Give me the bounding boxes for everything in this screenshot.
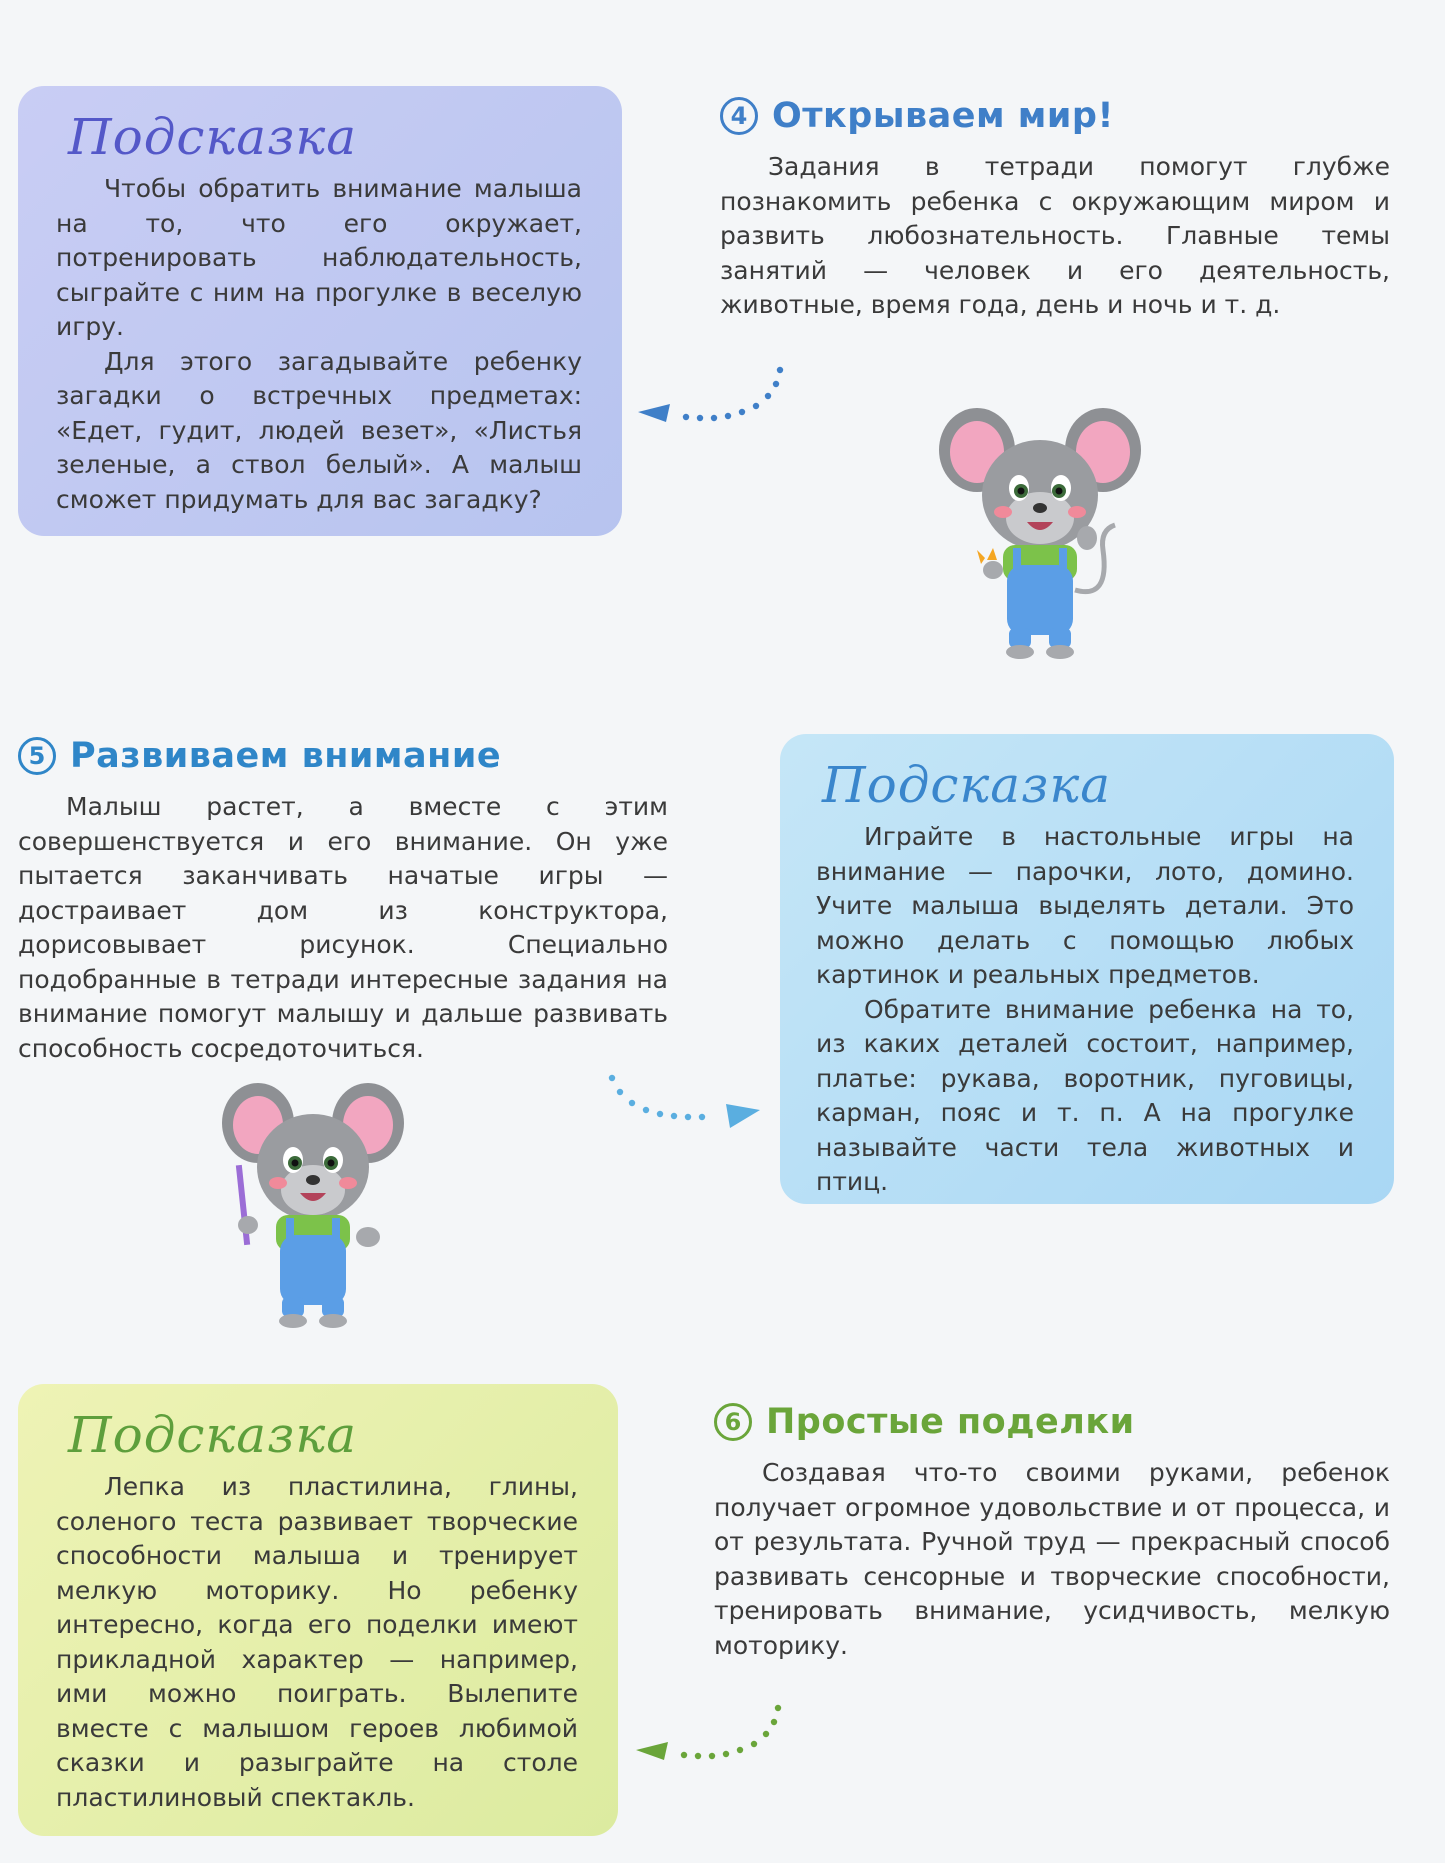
section-5 [18, 736, 668, 1066]
section-body [720, 150, 1390, 323]
section-paragraph: Малыш растет, а вместе с этим совершенствуется и его внимание. Он уже пытается заканчивать начатые игры — достраивает дом из конструктора, дорисовывает рисунок. Специально подобранные в тетради интересные задания на внимание помогут малышу и дальше развивать способность сосредоточиться. [18, 792, 668, 1063]
section-number-badge: 5 [18, 737, 56, 775]
mouse-with-butterfly-icon [935, 400, 1145, 665]
hint-box-2 [780, 734, 1394, 1204]
section-heading [720, 96, 1390, 136]
mouse-with-pencil-icon [218, 1075, 408, 1335]
section-heading [714, 1402, 1390, 1442]
hint-title: Подсказка [68, 1406, 358, 1464]
hint-title: Подсказка [822, 756, 1112, 814]
section-title: Открываем мир! [772, 96, 1114, 136]
hint-paragraph: Для этого загадывайте ребенку загадки о встречных предметах: «Едет, гудит, людей везет», «Листья зеленые, а ствол белый». А малыш сможет придумать для вас загадку? [56, 346, 582, 514]
hint-paragraph: Чтобы обратить внимание малыша на то, что его окружает, потренировать наблюдательность, сыграйте с ним на прогулке в веселую игру. [56, 174, 582, 341]
hint-title: Подсказка [68, 108, 358, 166]
hint-paragraph: Играйте в настольные игры на внимание — парочки, лото, домино. Учите малыша выделять детали. Это можно делать с помощью любых картинок и реальных предметов. [816, 822, 1354, 989]
section-title: Простые поделки [766, 1402, 1135, 1442]
hint-paragraph: Лепка из пластилина, глины, соленого теста развивает творческие способности малыша и тренирует мелкую моторику. Но ребенку интересно, когда его поделки имеют прикладной характер — например, ими можно поиграть. Вылепите вместе с малышом героев любимой сказки и разыграйте на столе пластилиновый спектакль. [56, 1472, 578, 1812]
hint-text [56, 1470, 578, 1815]
hint-text [816, 820, 1354, 1200]
dotted-arrow-icon [600, 1068, 770, 1138]
hint-paragraph: Обратите внимание ребенка на то, из каких деталей состоит, например, платье: рукава, воротник, пуговицы, карман, пояс и т. п. А на прогулке называйте части тела животных и птиц. [816, 994, 1354, 1196]
section-paragraph: Задания в тетради помогут глубже познакомить ребенка с окружающим миром и развить любознательность. Главные темы занятий — человек и его деятельность, животные, время года, день и ночь и т. д. [720, 152, 1390, 319]
section-title: Развиваем внимание [70, 736, 502, 776]
section-body [18, 790, 668, 1066]
dotted-arrow-icon [630, 362, 790, 442]
section-body [714, 1456, 1390, 1663]
section-paragraph: Создавая что-то своими руками, ребенок получает огромное удовольствие и от процесса, и от результата. Ручной труд — прекрасный способ развивать сенсорные и творческие способности, тренировать внимание, усидчивость, мелкую моторику. [714, 1458, 1390, 1660]
section-6 [714, 1402, 1390, 1663]
section-number-badge: 6 [714, 1403, 752, 1441]
hint-box-1 [18, 86, 622, 536]
dotted-arrow-icon [628, 1700, 788, 1780]
section-4 [720, 96, 1390, 323]
section-number-badge: 4 [720, 97, 758, 135]
section-heading [18, 736, 668, 776]
hint-text [56, 172, 582, 517]
hint-box-3 [18, 1384, 618, 1836]
